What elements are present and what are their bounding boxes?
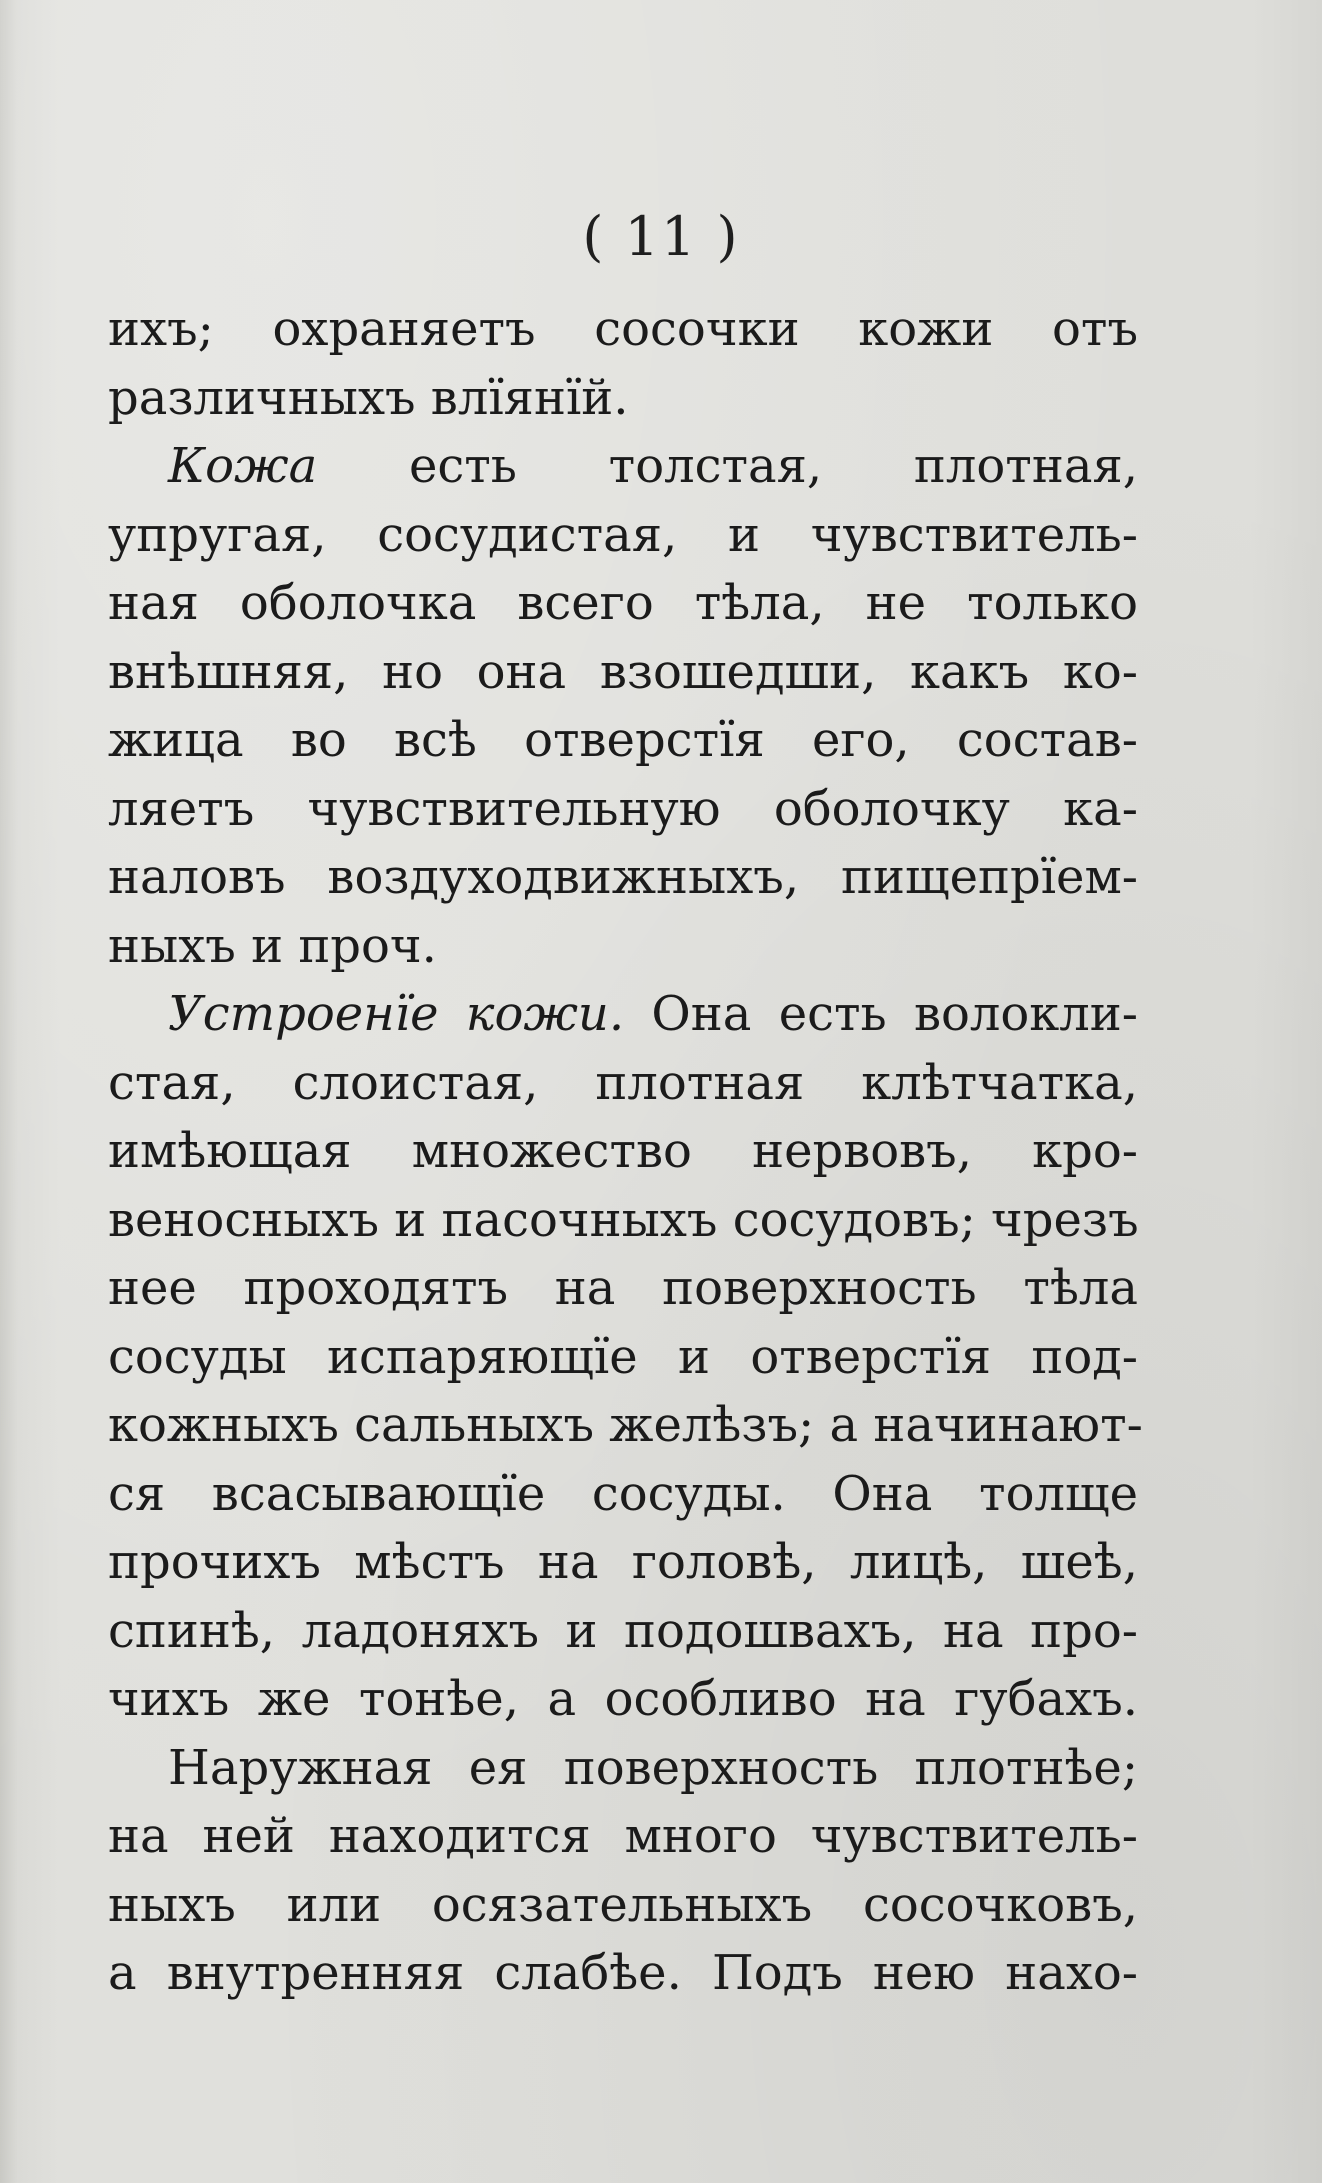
text-line bbox=[108, 980, 1138, 1049]
text-line bbox=[108, 432, 1138, 501]
text-line: ныхъ и проч. bbox=[108, 917, 437, 974]
text-line: сосуды испаряющїе и отверстїя под- bbox=[108, 1328, 1138, 1385]
text-line: упругая, сосудистая, и чувствитель- bbox=[108, 506, 1138, 563]
page-number: ( 11 ) bbox=[582, 205, 740, 268]
text-line: кожныхъ сальныхъ желѣзъ; а начинают- bbox=[108, 1397, 1143, 1453]
text-line: ная оболочка всего тѣла, не только bbox=[108, 575, 1138, 631]
text-line: имѣющая множество нервовъ, кро- bbox=[108, 1123, 1138, 1179]
text-line: веносныхъ и пасочныхъ сосудовъ; чрезъ bbox=[108, 1191, 1139, 1248]
text-line: ляетъ чувствительную оболочку ка- bbox=[108, 780, 1138, 837]
text-line: наловъ воздуходвижныхъ, пищепрїем- bbox=[108, 849, 1138, 905]
text-fragment: Она есть волокли- bbox=[624, 986, 1138, 1042]
text-line: внѣшняя, но она взошедши, какъ ко- bbox=[108, 643, 1138, 700]
body-text bbox=[108, 295, 1143, 2008]
text-line: нее проходятъ на поверхность тѣла bbox=[108, 1260, 1138, 1316]
paragraph-2 bbox=[108, 432, 1138, 980]
paragraph-1 bbox=[108, 295, 1138, 432]
text-line: спинѣ, ладоняхъ и подошвахъ, на про- bbox=[108, 1602, 1138, 1659]
text-line: ся всасывающїе сосуды. Она толще bbox=[108, 1465, 1138, 1522]
italic-term: Кожа bbox=[168, 438, 318, 494]
text-line: стая, слоистая, плотная клѣтчатка, bbox=[108, 1054, 1138, 1111]
italic-term: Устроенїе кожи. bbox=[168, 986, 625, 1042]
text-line: а внутренняя слабѣе. Подъ нею нахо- bbox=[108, 1945, 1138, 2001]
text-line: различныхъ влїянїй. bbox=[108, 369, 629, 426]
text-line: прочихъ мѣстъ на головѣ, лицѣ, шеѣ, bbox=[108, 1534, 1138, 1590]
text-line: на ней находится много чувствитель- bbox=[108, 1808, 1138, 1864]
paragraph-3 bbox=[108, 980, 1143, 1734]
text-line: жица во всѣ отверстїя его, состав- bbox=[108, 712, 1138, 768]
text-line: чихъ же тонѣе, а особливо на губахъ. bbox=[108, 1671, 1138, 1727]
text-line: ныхъ или осязательныхъ сосочковъ, bbox=[108, 1876, 1138, 1933]
paragraph-4 bbox=[108, 1734, 1138, 2008]
text-fragment: есть толстая, плотная, bbox=[317, 438, 1138, 494]
text-line: Наружная ея поверхность плотнѣе; bbox=[168, 1739, 1138, 1796]
text-line: ихъ; охраняетъ сосочки кожи отъ bbox=[108, 301, 1138, 357]
